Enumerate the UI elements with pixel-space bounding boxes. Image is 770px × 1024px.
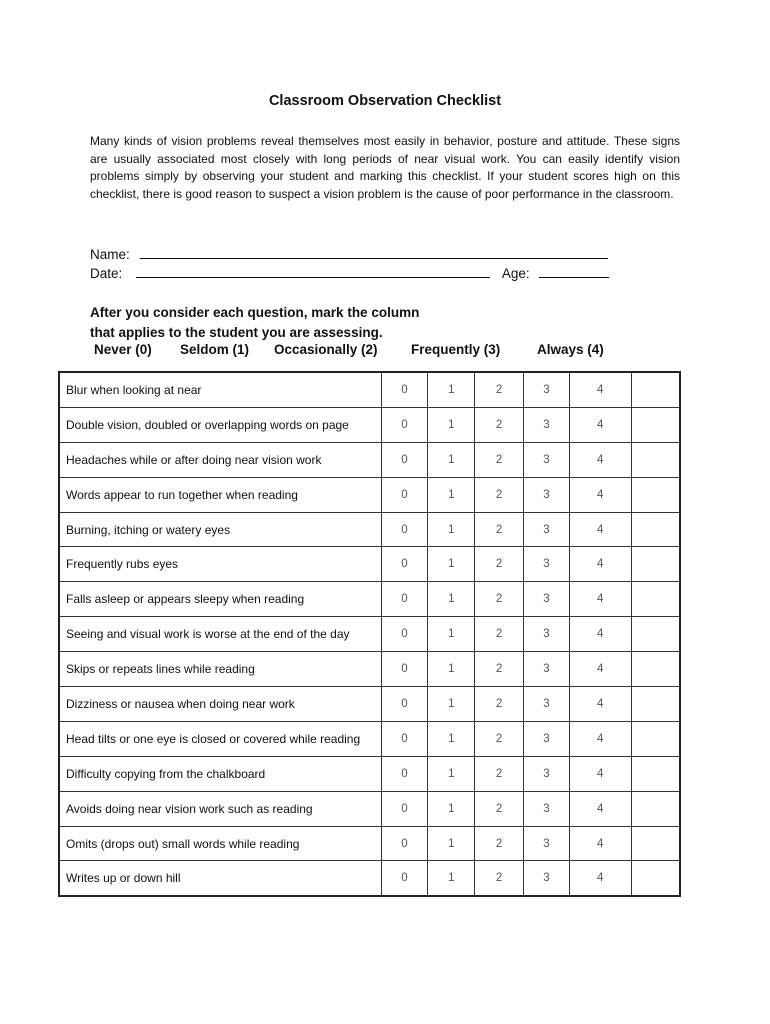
score-cell-3[interactable]: 3 [524, 477, 570, 512]
item-label: Burning, itching or watery eyes [59, 512, 381, 547]
item-label: Blur when looking at near [59, 372, 381, 407]
score-cell-0[interactable]: 0 [381, 582, 428, 617]
score-cell-1[interactable]: 1 [428, 756, 475, 791]
score-cell-1[interactable]: 1 [428, 477, 475, 512]
score-cell-3[interactable]: 3 [524, 652, 570, 687]
item-label: Falls asleep or appears sleepy when reading [59, 582, 381, 617]
score-cell-4[interactable]: 4 [569, 687, 631, 722]
score-cell-3[interactable]: 3 [524, 512, 570, 547]
mark-cell[interactable] [631, 442, 680, 477]
score-cell-1[interactable]: 1 [428, 791, 475, 826]
mark-cell[interactable] [631, 791, 680, 826]
item-label: Head tilts or one eye is closed or covered while reading [59, 721, 381, 756]
score-cell-4[interactable]: 4 [569, 407, 631, 442]
score-cell-0[interactable]: 0 [381, 617, 428, 652]
score-cell-2[interactable]: 2 [475, 442, 524, 477]
score-cell-1[interactable]: 1 [428, 826, 475, 861]
name-blank[interactable] [140, 245, 608, 259]
item-label: Dizziness or nausea when doing near work [59, 687, 381, 722]
score-cell-4[interactable]: 4 [569, 477, 631, 512]
table-row [59, 582, 680, 617]
table-row [59, 442, 680, 477]
score-cell-3[interactable]: 3 [524, 861, 570, 896]
score-cell-0[interactable]: 0 [381, 652, 428, 687]
score-cell-1[interactable]: 1 [428, 721, 475, 756]
table-row [59, 547, 680, 582]
score-cell-0[interactable]: 0 [381, 512, 428, 547]
score-cell-2[interactable]: 2 [475, 407, 524, 442]
score-cell-3[interactable]: 3 [524, 582, 570, 617]
score-cell-2[interactable]: 2 [475, 861, 524, 896]
score-cell-3[interactable]: 3 [524, 372, 570, 407]
score-cell-1[interactable]: 1 [428, 582, 475, 617]
table-row [59, 477, 680, 512]
table-row [59, 407, 680, 442]
mark-cell[interactable] [631, 721, 680, 756]
mark-cell[interactable] [631, 372, 680, 407]
mark-cell[interactable] [631, 617, 680, 652]
score-cell-4[interactable]: 4 [569, 756, 631, 791]
score-cell-4[interactable]: 4 [569, 791, 631, 826]
score-cell-0[interactable]: 0 [381, 756, 428, 791]
item-label: Writes up or down hill [59, 861, 381, 896]
score-cell-3[interactable]: 3 [524, 687, 570, 722]
score-cell-1[interactable]: 1 [428, 512, 475, 547]
score-cell-1[interactable]: 1 [428, 861, 475, 896]
name-field-row [90, 245, 608, 262]
score-cell-2[interactable]: 2 [475, 372, 524, 407]
score-cell-2[interactable]: 2 [475, 791, 524, 826]
item-label: Omits (drops out) small words while reading [59, 826, 381, 861]
date-blank[interactable] [136, 264, 490, 278]
date-label: Date: [90, 266, 123, 281]
score-cell-1[interactable]: 1 [428, 372, 475, 407]
mark-cell[interactable] [631, 687, 680, 722]
age-blank[interactable] [539, 264, 609, 278]
item-label: Difficulty copying from the chalkboard [59, 756, 381, 791]
score-cell-4[interactable]: 4 [569, 861, 631, 896]
checklist-table [58, 371, 681, 897]
table-row [59, 756, 680, 791]
name-label: Name: [90, 247, 130, 262]
score-cell-1[interactable]: 1 [428, 652, 475, 687]
table-row [59, 617, 680, 652]
score-cell-3[interactable]: 3 [524, 547, 570, 582]
score-cell-2[interactable]: 2 [475, 617, 524, 652]
scale-frequently: Frequently (3) [411, 342, 501, 357]
score-cell-4[interactable]: 4 [569, 617, 631, 652]
score-cell-2[interactable]: 2 [475, 547, 524, 582]
score-cell-0[interactable]: 0 [381, 687, 428, 722]
score-cell-2[interactable]: 2 [475, 826, 524, 861]
mark-cell[interactable] [631, 547, 680, 582]
instructions-line-1: After you consider each question, mark the column [90, 305, 420, 320]
item-label: Words appear to run together when reading [59, 477, 381, 512]
score-cell-3[interactable]: 3 [524, 791, 570, 826]
mark-cell[interactable] [631, 652, 680, 687]
mark-cell[interactable] [631, 826, 680, 861]
mark-cell[interactable] [631, 861, 680, 896]
scale-never: Never (0) [94, 342, 152, 357]
score-cell-0[interactable]: 0 [381, 721, 428, 756]
score-cell-3[interactable]: 3 [524, 407, 570, 442]
score-cell-3[interactable]: 3 [524, 826, 570, 861]
mark-cell[interactable] [631, 756, 680, 791]
score-cell-2[interactable]: 2 [475, 582, 524, 617]
score-cell-1[interactable]: 1 [428, 547, 475, 582]
mark-cell[interactable] [631, 512, 680, 547]
table-row [59, 861, 680, 896]
mark-cell[interactable] [631, 407, 680, 442]
score-cell-0[interactable]: 0 [381, 547, 428, 582]
scale-always: Always (4) [537, 342, 604, 357]
item-label: Seeing and visual work is worse at the end of the day [59, 617, 381, 652]
score-cell-4[interactable]: 4 [569, 547, 631, 582]
score-cell-2[interactable]: 2 [475, 477, 524, 512]
score-cell-1[interactable]: 1 [428, 442, 475, 477]
score-cell-2[interactable]: 2 [475, 756, 524, 791]
table-row [59, 687, 680, 722]
item-label: Skips or repeats lines while reading [59, 652, 381, 687]
table-row [59, 652, 680, 687]
score-cell-0[interactable]: 0 [381, 791, 428, 826]
scale-seldom: Seldom (1) [180, 342, 250, 357]
table-row [59, 791, 680, 826]
score-cell-0[interactable]: 0 [381, 407, 428, 442]
item-label: Headaches while or after doing near vision work [59, 442, 381, 477]
score-cell-0[interactable]: 0 [381, 861, 428, 896]
score-cell-0[interactable]: 0 [381, 826, 428, 861]
score-cell-1[interactable]: 1 [428, 617, 475, 652]
mark-cell[interactable] [631, 477, 680, 512]
score-cell-4[interactable]: 4 [569, 512, 631, 547]
item-label: Frequently rubs eyes [59, 547, 381, 582]
score-cell-4[interactable]: 4 [569, 582, 631, 617]
score-cell-4[interactable]: 4 [569, 826, 631, 861]
score-cell-3[interactable]: 3 [524, 617, 570, 652]
page-title: Classroom Observation Checklist [268, 93, 502, 109]
table-row [59, 826, 680, 861]
score-cell-1[interactable]: 1 [428, 407, 475, 442]
score-cell-2[interactable]: 2 [475, 687, 524, 722]
table-row [59, 512, 680, 547]
score-cell-3[interactable]: 3 [524, 721, 570, 756]
instructions [90, 303, 650, 342]
score-cell-1[interactable]: 1 [428, 687, 475, 722]
date-field-row [90, 264, 609, 281]
score-cell-4[interactable]: 4 [569, 721, 631, 756]
score-cell-0[interactable]: 0 [381, 477, 428, 512]
score-cell-4[interactable]: 4 [569, 442, 631, 477]
mark-cell[interactable] [631, 582, 680, 617]
score-cell-4[interactable]: 4 [569, 372, 631, 407]
score-cell-2[interactable]: 2 [475, 512, 524, 547]
score-cell-2[interactable]: 2 [475, 721, 524, 756]
table-row [59, 721, 680, 756]
item-label: Double vision, doubled or overlapping words on page [59, 407, 381, 442]
score-cell-3[interactable]: 3 [524, 442, 570, 477]
score-cell-0[interactable]: 0 [381, 442, 428, 477]
table-row [59, 372, 680, 407]
age-label: Age: [501, 266, 530, 281]
score-cell-0[interactable]: 0 [381, 372, 428, 407]
instructions-line-2: that applies to the student you are assessing. [90, 324, 383, 340]
intro-paragraph: Many kinds of vision problems reveal themselves most easily in behavior, posture and attitude. These signs are usually associated most closely with long periods of near visual work. You can easily identify vision problems simply by observing your student and marking this checklist. If your student scores high on this checklist, there is good reason to suspect a vision problem is the cause of poor performance in the classroom. [90, 134, 680, 201]
score-cell-4[interactable]: 4 [569, 652, 631, 687]
scale-occasionally: Occasionally (2) [274, 342, 378, 357]
item-label: Avoids doing near vision work such as reading [59, 791, 381, 826]
score-cell-2[interactable]: 2 [475, 652, 524, 687]
score-cell-3[interactable]: 3 [524, 756, 570, 791]
